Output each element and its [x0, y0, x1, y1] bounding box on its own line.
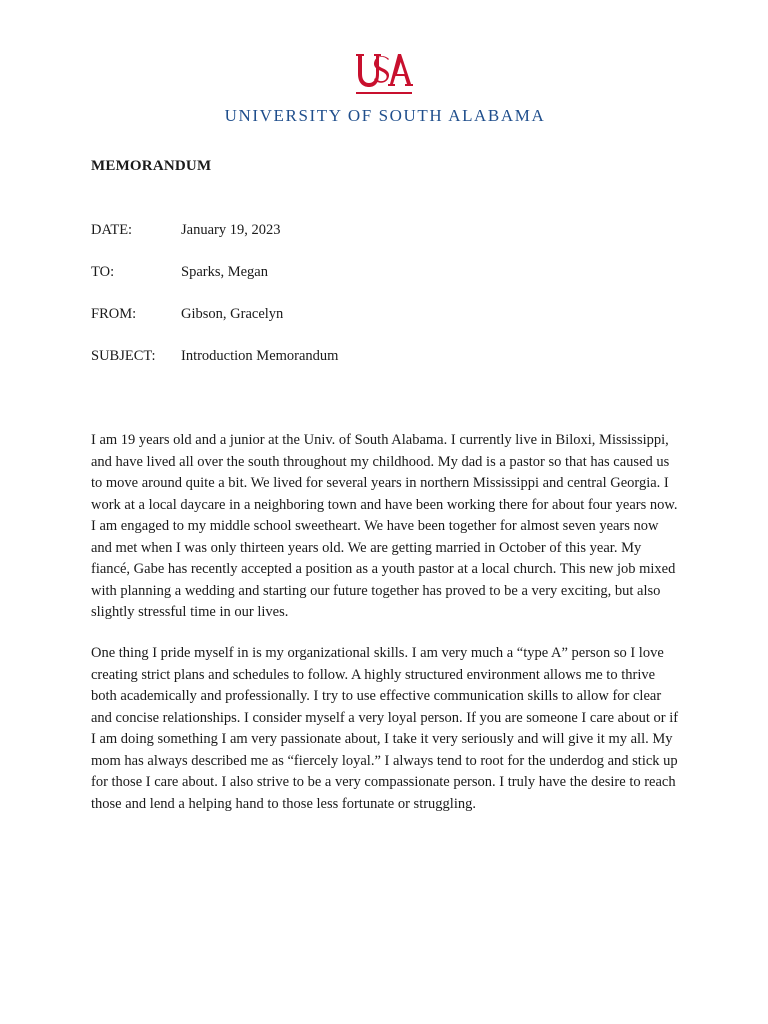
- usa-logo-mark: [352, 50, 414, 98]
- header-row-to: [91, 264, 691, 284]
- from-value: Gibson, Gracelyn: [181, 306, 284, 322]
- date-label: DATE:: [91, 222, 133, 238]
- university-wordmark: UNIVERSITY OF SOUTH ALABAMA: [224, 106, 546, 125]
- memo-title: MEMORANDUM: [91, 158, 212, 174]
- from-label: FROM:: [91, 306, 137, 322]
- header-row-from: [91, 306, 691, 326]
- body-paragraph: One thing I pride myself in is my organizational skills. I am very much a “type A” person so I love creating strict plans and schedules to follow. A highly structured environment allows me to thrive both academically and professionally. I try to use effective communication skills to allow for clear and concise relationships. I consider myself a very loyal person. If you are someone I care about or if I am doing something I am very passionate about, I take it very seriously and will give it my all. My mom has always described me as “fiercely loyal.” I always tend to root for the underdog and stick up for those I care about. I also strive to be a very compassionate person. I truly have the desire to reach those and lend a helping hand to those less fortunate or struggling.: [91, 645, 679, 812]
- to-value: Sparks, Megan: [181, 264, 268, 280]
- header-row-subject: [91, 348, 691, 368]
- university-logo: [218, 44, 552, 128]
- to-label: TO:: [91, 264, 115, 280]
- date-value: January 19, 2023: [181, 222, 281, 238]
- body-paragraph: I am 19 years old and a junior at the Univ. of South Alabama. I currently live in Biloxi, Mississippi, and have lived all over the south throughout my childhood. My dad is a pastor so that has caused us to move around quite a bit. We lived for several years in northern Mississippi and central Georgia. I work at a local daycare in a neighboring town and have been working there for about four years now. I am engaged to my middle school sweetheart. We have been together for almost seven years now and met when I was only thirteen years old. We are getting married in October of this year. My fiancé, Gabe has recently accepted a position as a youth pastor at a local church. This new job mixed with planning a wedding and starting our future together has proved to be a very exciting, but also slightly stressful time in our lives.: [91, 432, 678, 620]
- header-row-date: [91, 222, 691, 242]
- subject-value: Introduction Memorandum: [181, 348, 339, 364]
- subject-label: SUBJECT:: [91, 348, 156, 364]
